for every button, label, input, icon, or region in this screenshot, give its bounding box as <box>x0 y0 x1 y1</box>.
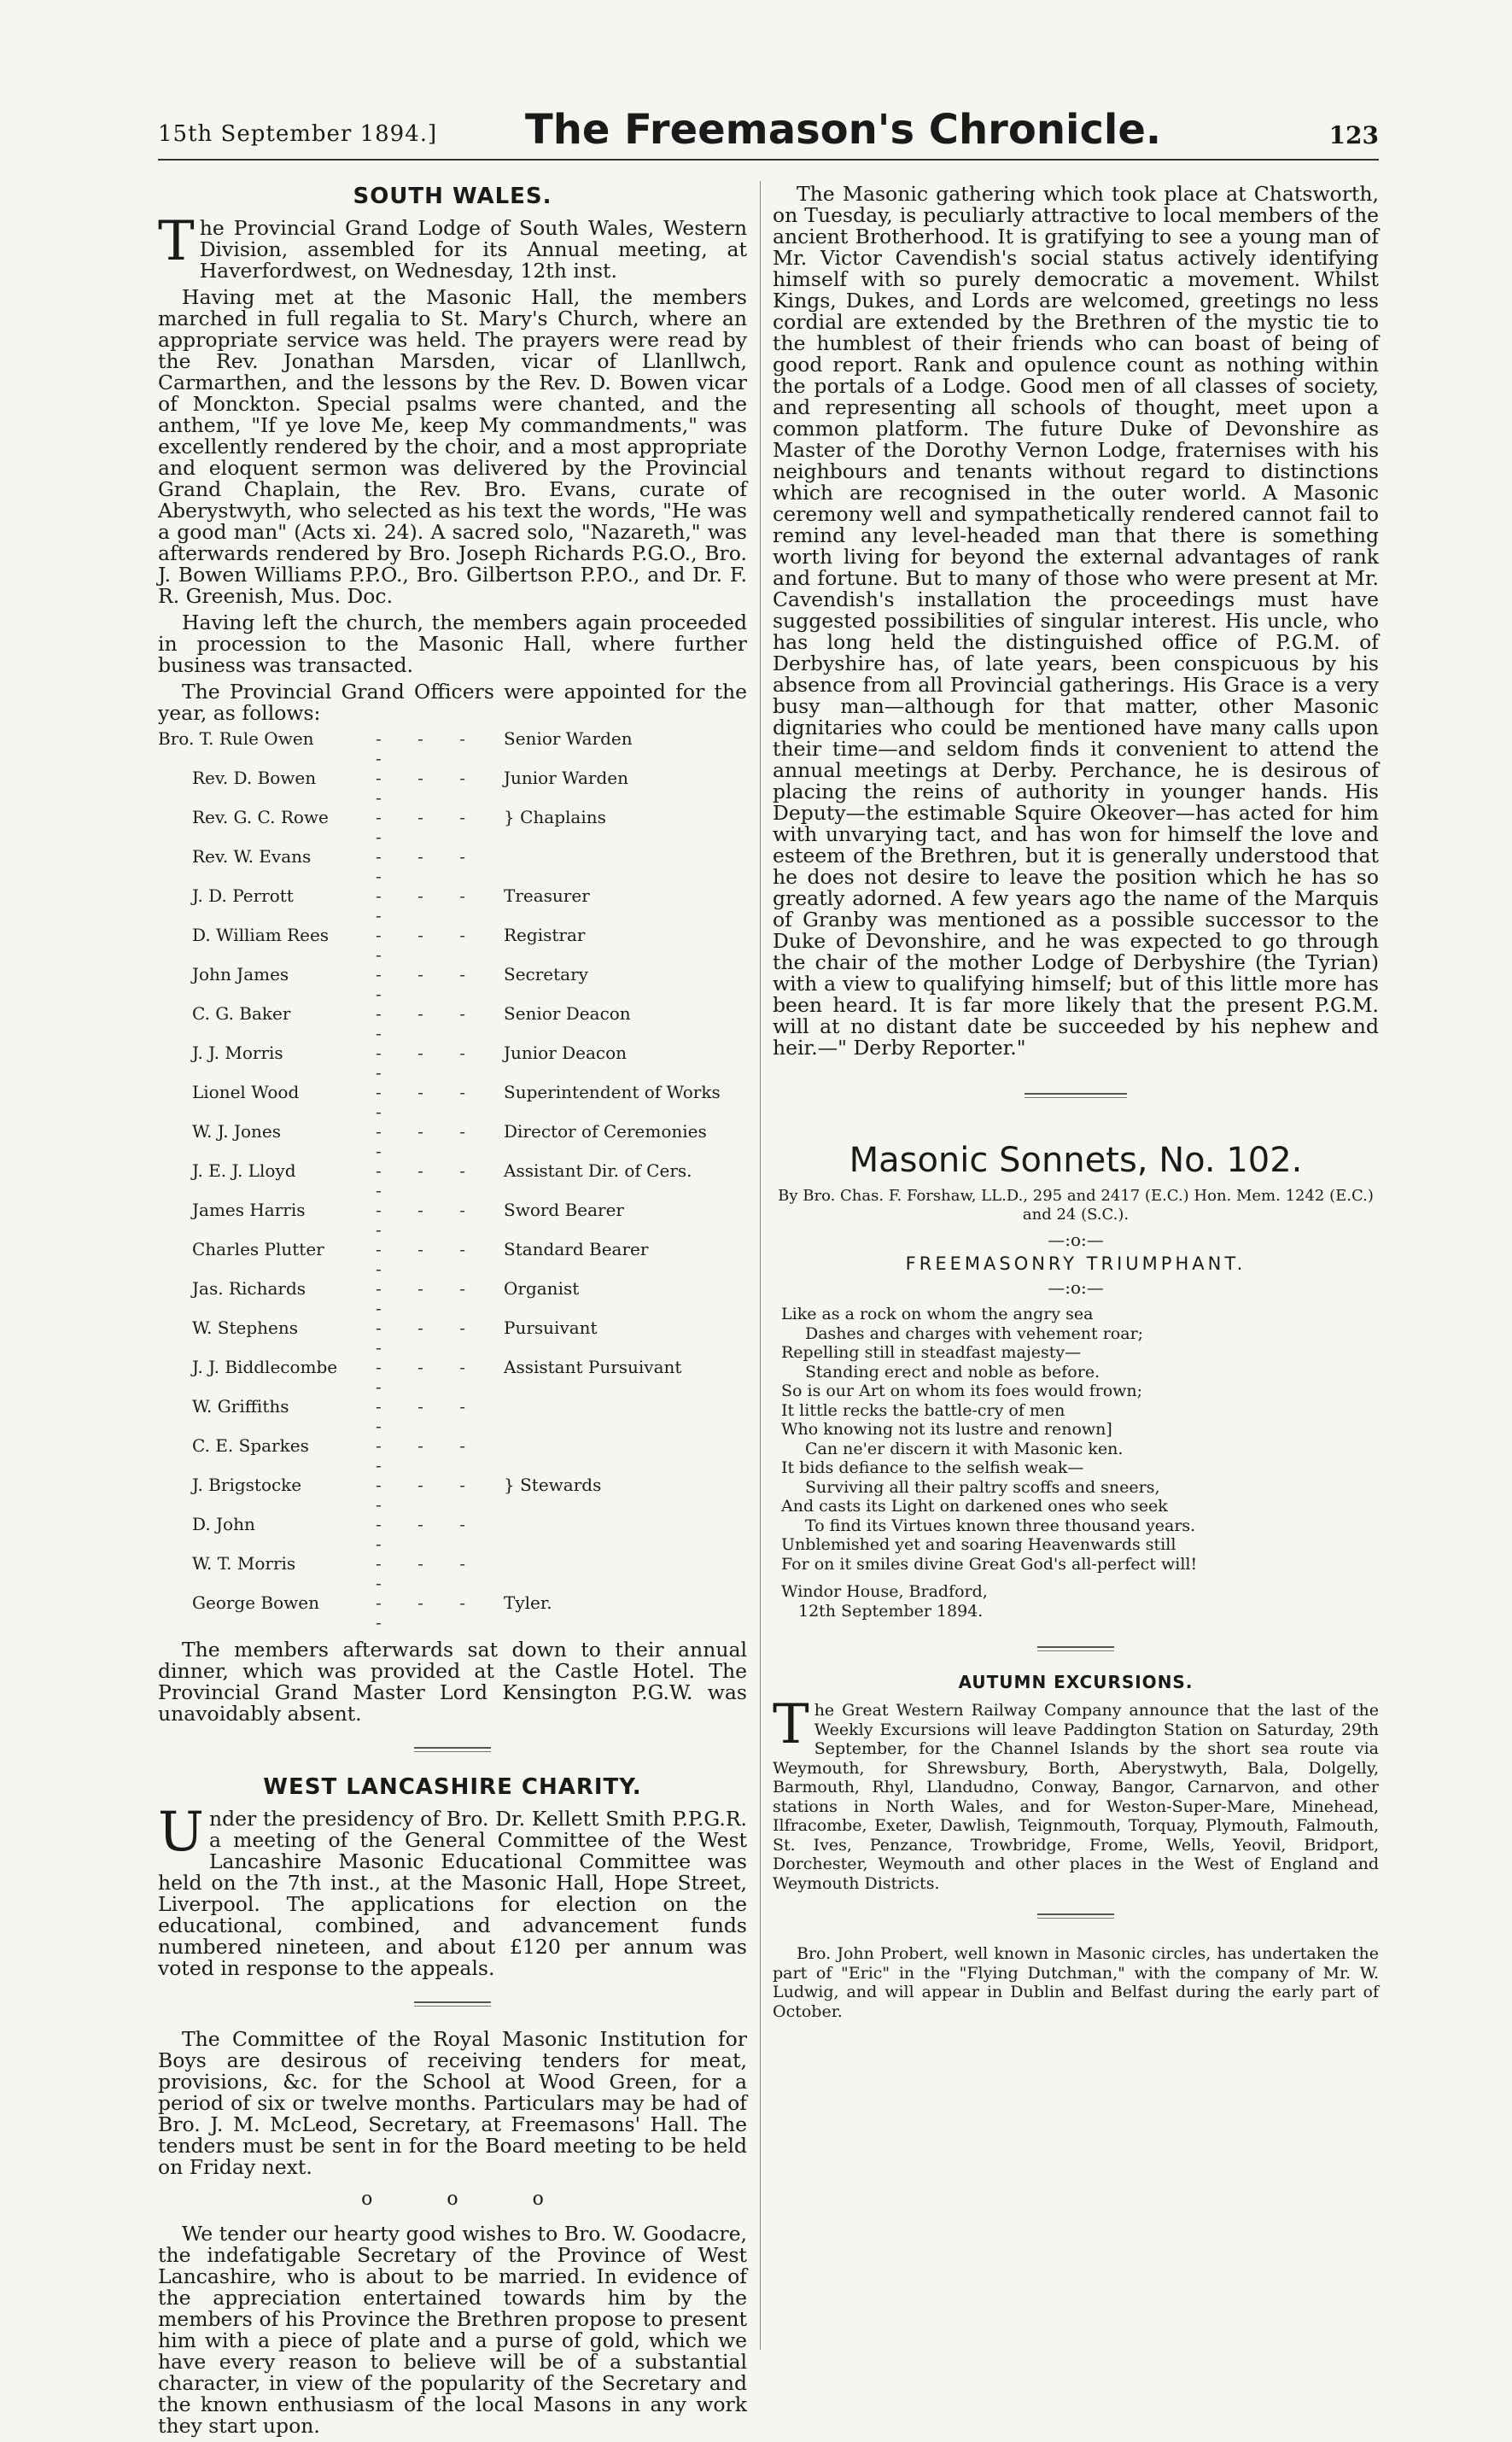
leader-dashes: - - - - <box>376 1475 481 1515</box>
officer-office: Treasurer <box>504 885 590 906</box>
autumn-p2: Bro. John Probert, well known in Masonic circles, has undertaken the part of "Eric" in the "Flying Dutchman," with the company of Mr. W. Ludwig, and will appear in Dublin and Belfast during the early part of October. <box>773 1944 1379 2021</box>
officer-name: J. D. Perrott <box>192 885 294 906</box>
section-separator <box>414 2001 491 2007</box>
officer-office: Junior Deacon <box>504 1043 628 1063</box>
officer-name: D. John <box>192 1514 255 1534</box>
section-separator <box>1037 1913 1114 1919</box>
officers-table <box>158 729 747 1633</box>
officer-row <box>158 1122 747 1161</box>
officer-name: Rev. G. C. Rowe <box>192 807 329 827</box>
leader-dashes: - - - - <box>376 1121 481 1161</box>
officer-name: W. Stephens <box>192 1317 299 1338</box>
officer-office: Organist <box>504 1278 580 1299</box>
sonnet-line: Unblemished yet and soaring Heavenwards still <box>781 1535 1176 1554</box>
south-wales-title: SOUTH WALES. <box>353 184 552 209</box>
officer-office: Assistant Pursuivant <box>504 1357 682 1377</box>
leader-dashes: - - - - <box>376 1239 481 1279</box>
leader-dashes: - - - - <box>376 1514 481 1554</box>
officer-office <box>504 1554 747 1593</box>
ornament-ooo: o o o <box>361 2188 578 2210</box>
leader-dashes: - - - - <box>376 1200 481 1240</box>
section-separator <box>414 1747 491 1752</box>
officer-row <box>158 1043 747 1083</box>
section-separator <box>1025 1093 1127 1098</box>
sonnet-place: Windor House, Bradford, <box>781 1582 988 1601</box>
leader-dashes: - - - - <box>376 1592 481 1633</box>
officer-row <box>158 1593 747 1633</box>
leader-dashes: - - - - <box>376 807 481 847</box>
officer-office: Secretary <box>504 964 588 984</box>
sonnets-byline: By Bro. Chas. F. Forshaw, LL.D., 295 and 2417 (E.C.) Hon. Mem. 1242 (E.C.) and 24 (S.C.). <box>778 1187 1374 1224</box>
sonnet-line: And casts its Light on darkened ones who seek <box>781 1497 1168 1516</box>
west-lancashire-p3: We tender our hearty good wishes to Bro. W. Goodacre, the indefatigable Secretary of the Province of West Lancashire, who is about to be married. In evidence of the appreciation entertained towards him by the members of his Province the Brethren propose to present him with a piece of plate and a purse of gold, which we have every reason to believe will be of a substantial character, in view of the popularity of the Secretary and the known enthusiasm of the local Masons in any work they start upon. <box>158 2222 747 2438</box>
sonnet-line: Dashes and charges with vehement roar; <box>805 1323 1144 1343</box>
officer-office: } Stewards <box>504 1475 602 1495</box>
officer-row <box>158 1161 747 1201</box>
officer-row <box>158 1515 747 1554</box>
officer-name: W. Griffiths <box>192 1396 289 1417</box>
header-rule <box>158 159 1379 161</box>
officer-office: Pursuivant <box>504 1317 598 1338</box>
leader-dashes: - - - - <box>376 768 481 808</box>
leader-dashes: - - - - <box>376 846 481 886</box>
officer-name: J. J. Morris <box>192 1043 283 1063</box>
officer-row <box>158 926 747 965</box>
officer-office: Standard Bearer <box>504 1239 649 1259</box>
sonnet-line: For on it smiles divine Great God's all-perfect will! <box>781 1554 1198 1574</box>
sonnet-line: It bids defiance to the selfish weak— <box>781 1458 1084 1477</box>
officer-name: J. J. Biddlecombe <box>192 1357 338 1377</box>
sonnet-line: Like as a rock on whom the angry sea <box>781 1305 1094 1323</box>
officer-row <box>158 1279 747 1318</box>
officer-name: Charles Plutter <box>192 1239 324 1259</box>
officer-row <box>158 729 747 768</box>
leader-dashes: - - - - <box>376 1082 481 1122</box>
officer-office: Superintendent of Works <box>504 1082 721 1102</box>
south-wales-p5: The members afterwards sat down to their annual dinner, which was provided at the Castle Hotel. The Provincial Grand Master Lord Kensington P.G.W. was unavoidably absent. <box>158 1638 747 1726</box>
leader-dashes: - - - - <box>376 1396 481 1436</box>
sonnet-line: Who knowing not its lustre and renown] <box>781 1420 1112 1439</box>
issue-date: 15th September 1894.] <box>158 121 438 147</box>
leader-dashes: - - - - <box>376 1043 481 1083</box>
officer-office <box>504 1397 747 1436</box>
south-wales-p3: Having left the church, the members again proceeded in procession to the Masonic Hall, where further business was transacted. <box>158 610 747 677</box>
officer-office <box>504 1436 747 1475</box>
section-separator <box>1037 1646 1114 1651</box>
officer-name: C. E. Sparkes <box>192 1435 309 1456</box>
chatsworth-article: The Masonic gathering which took place at Chatsworth, on Tuesday, is peculiarly attractive to local members of the ancient Brotherhood. It is gratifying to see a young man of Mr. Victor Cavendish's social status actively identifying himself with so purely democratic a movement. Whilst Kings, Dukes, and Lords are welcomed, greetings no less cordial are extended by the Brethren of the mystic tie to the humblest of their friends who can boast of being of good report. Rank and opulence count as nothing within the portals of a Lodge. Good men of all classes of society, and representing all schools of thought, meet upon a common platform. The future Duke of Devonshire as Master of the Dorothy Vernon Lodge, fraternises with his neighbours and tenants without regard to distinctions which are recognised in the outer world. A Masonic ceremony well and sympathetically rendered cannot fail to remind any level-headed man that there is something worth living for beyond the external advantages of rank and fortune. But to many of those who were present at Mr. Cavendish's installation the proceedings must have suggested possibilities of singular interest. His uncle, who has long held the distinguished office of P.G.M. of Derbyshire has, of late years, been conspicuous by his absence from all Provincial gatherings. His Grace is a very busy man—although for that matter, other Masonic dignitaries who could be mentioned have many calls upon their time—and seldom finds it convenient to attend the annual meetings at Derby. Perchance, he is desirous of placing the reins of authority in younger hands. His Deputy—the estimable Squire Okeover—has acted for him with unvarying tact, and has won for himself the love and esteem of the Brethren, but it is generally understood that he does not desire to leave the position which he has so greatly adorned. A few years ago the name of the Marquis of Granby was mentioned as a possible successor to the Duke of Devonshire, and he was expected to go through the chair of the mother Lodge of Derbyshire (the Tyrian) with a view to qualifying himself; but of this little more has been heard. It is far more likely that the present P.G.M. will at no distant date be succeeded by his nephew and heir.—" Derby Reporter." <box>773 182 1379 1060</box>
officer-office: Director of Ceremonies <box>504 1121 707 1142</box>
autumn-title: AUTUMN EXCURSIONS. <box>958 1672 1194 1692</box>
officer-row <box>158 1004 747 1043</box>
page-header <box>158 102 1379 162</box>
officer-office: Senior Deacon <box>504 1003 631 1024</box>
officer-row <box>158 965 747 1004</box>
officer-name: Jas. Richards <box>192 1278 306 1299</box>
page-number: 123 <box>1328 121 1379 149</box>
officer-row <box>158 808 747 847</box>
sonnets-mark-2: —:o:— <box>1048 1277 1104 1298</box>
sonnets-mark: —:o:— <box>1048 1230 1104 1250</box>
officer-name: J. E. J. Lloyd <box>192 1160 296 1181</box>
leader-dashes: - - - - <box>376 1435 481 1475</box>
officer-row <box>158 886 747 926</box>
leader-dashes: - - - - <box>376 728 481 768</box>
south-wales-p1: The Provincial Grand Lodge of South Wales, Western Division, assembled for its Annual meeting, at Haverfordwest, on Wednesday, 12th inst. <box>158 210 747 283</box>
officer-name: W. J. Jones <box>192 1121 281 1142</box>
left-column <box>158 184 747 2442</box>
officer-office <box>504 1515 747 1554</box>
officer-name: D. William Rees <box>192 925 330 945</box>
sonnet-line: Surviving all their paltry scoffs and sneers, <box>805 1477 1160 1497</box>
officer-row <box>158 1397 747 1436</box>
west-lancashire-title: WEST LANCASHIRE CHARITY. <box>263 1774 642 1800</box>
officer-office: Senior Warden <box>504 728 633 749</box>
officer-row <box>158 1358 747 1397</box>
officer-office: Assistant Dir. of Cers. <box>504 1160 692 1181</box>
south-wales-p4: The Provincial Grand Officers were appointed for the year, as follows: <box>158 680 747 725</box>
officer-row <box>158 1554 747 1593</box>
officer-name: Rev. W. Evans <box>192 846 312 867</box>
leader-dashes: - - - - <box>376 1003 481 1043</box>
autumn-p1: The Great Western Railway Company announce that the last of the Weekly Excursions will leave Paddington Station on Saturday, 29th September, for the Channel Islands by the short sea route via Weymouth, for Shrewsbury, Borth, Aberystwyth, Bala, Dolgelly, Barmouth, Rhyl, Llandudno, Conway, Bangor, Carnarvon, and other stations in North Wales, and for Weston-Super-Mare, Minehead, Ilfracombe, Exeter, Dawlish, Teignmouth, Torquay, Plymouth, Falmouth, St. Ives, Penzance, Trowbridge, Frome, Wells, Yeovil, Bridport, Dorchester, Weymouth and other places in the West of England and Weymouth Districts. <box>773 1693 1379 1893</box>
officer-office <box>504 847 747 886</box>
officer-row <box>158 1436 747 1475</box>
officer-name: Bro. T. Rule Owen <box>158 728 314 749</box>
officer-name: Lionel Wood <box>192 1082 300 1102</box>
officer-office: Registrar <box>504 925 586 945</box>
leader-dashes: - - - - <box>376 925 481 965</box>
column-divider <box>760 181 761 2350</box>
officer-name: C. G. Baker <box>192 1003 291 1024</box>
right-column <box>773 184 1379 2026</box>
sonnet-date: 12th September 1894. <box>798 1601 984 1621</box>
leader-dashes: - - - - <box>376 885 481 926</box>
officer-name: W. T. Morris <box>192 1553 296 1574</box>
officer-office: } Chaplains <box>504 807 606 827</box>
officer-name: John James <box>192 964 289 984</box>
sonnet-verse <box>781 1305 1379 1574</box>
officer-row <box>158 1083 747 1122</box>
officer-row <box>158 1318 747 1358</box>
sonnets-title: Masonic Sonnets, No. 102. <box>849 1141 1303 1180</box>
south-wales-p2: Having met at the Masonic Hall, the members marched in full regalia to St. Mary's Church, where an appropriate service was held. The prayers were read by the Rev. Jonathan Marsden, vicar of Llanllwch, Carmarthen, and the lessons by the Rev. D. Bowen vicar of Monckton. Special psalms were chanted, and the anthem, "If ye love Me, keep My commandments," was excellently rendered by the choir, and a most appropriate and eloquent sermon was delivered by the Provincial Grand Chaplain, the Rev. Bro. Evans, curate of Aberystwyth, who selected as his text the words, "He was a good man" (Acts xi. 24). A sacred solo, "Nazareth," was afterwards rendered by Bro. Joseph Richards P.G.O., Bro. J. Bowen Williams P.P.O., Bro. Gilbertson P.P.O., and Dr. F. R. Greenish, Mus. Doc. <box>158 285 747 608</box>
officer-name: George Bowen <box>192 1592 319 1613</box>
west-lancashire-p1: Under the presidency of Bro. Dr. Kellett Smith P.P.G.R. a meeting of the General Committee of the West Lancashire Masonic Educational Committee was held on the 7th inst., at the Masonic Hall, Hope Street, Liverpool. The applications for election on the educational, combined, and advancement funds numbered nineteen, and about £120 per annum was voted in response to the appeals. <box>158 1801 747 1980</box>
officer-row <box>158 1201 747 1240</box>
west-lancashire-p2: The Committee of the Royal Masonic Institution for Boys are desirous of receiving tenders for meat, provisions, &c. for the School at Wood Green, for a period of six or twelve months. Particulars may be had of Bro. J. M. McLeod, Secretary, at Freemasons' Hall. The tenders must be sent in for the Board meeting to be held on Friday next. <box>158 2027 747 2179</box>
leader-dashes: - - - - <box>376 1317 481 1358</box>
leader-dashes: - - - - <box>376 1553 481 1593</box>
leader-dashes: - - - - <box>376 1357 481 1397</box>
leader-dashes: - - - - <box>376 1278 481 1318</box>
sonnet-line: Can ne'er discern it with Masonic ken. <box>805 1439 1124 1458</box>
sonnets-subtitle: FREEMASONRY TRIUMPHANT. <box>905 1253 1246 1274</box>
officer-office: Tyler. <box>504 1592 552 1613</box>
officer-name: J. Brigstocke <box>192 1475 302 1495</box>
leader-dashes: - - - - <box>376 1160 481 1201</box>
leader-dashes: - - - - <box>376 964 481 1004</box>
masthead-title: The Freemason's Chronicle. <box>525 106 1162 154</box>
sonnet-line: Repelling still in steadfast majesty— <box>781 1343 1082 1362</box>
officer-office: Sword Bearer <box>504 1200 624 1220</box>
officer-office: Junior Warden <box>504 768 628 788</box>
officer-row <box>158 847 747 886</box>
sonnet-line: It little recks the battle-cry of men <box>781 1400 1065 1420</box>
sonnet-line: Standing erect and noble as before. <box>805 1362 1100 1382</box>
sonnet-line: So is our Art on whom its foes would frown; <box>781 1382 1143 1400</box>
officer-row <box>158 1475 747 1515</box>
sonnet-line: To find its Virtues known three thousand years. <box>805 1516 1196 1535</box>
officer-name: Rev. D. Bowen <box>192 768 317 788</box>
officer-row <box>158 768 747 808</box>
officer-row <box>158 1240 747 1279</box>
officer-name: James Harris <box>192 1200 306 1220</box>
